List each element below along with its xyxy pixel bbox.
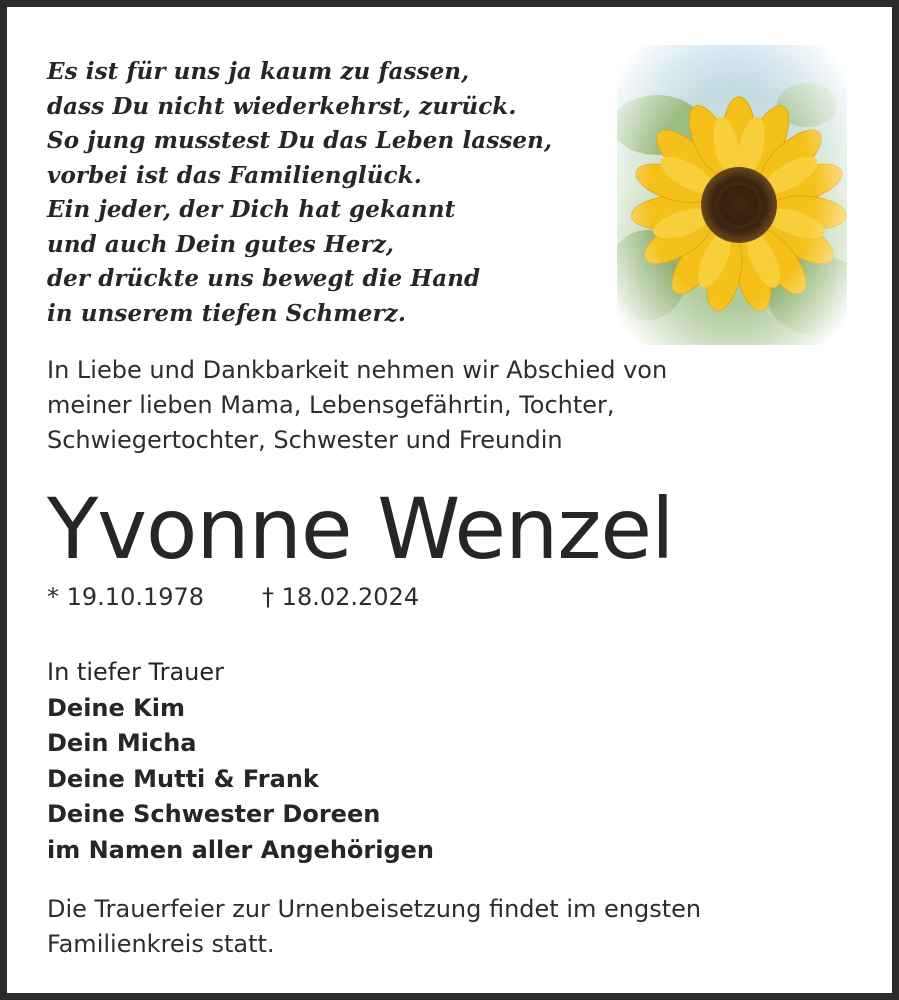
mourner-name: Deine Kim — [47, 693, 185, 722]
mourners-list — [47, 655, 434, 868]
mourner-name: Deine Mutti & Frank — [47, 764, 319, 793]
deceased-name: Yvonne Wenzel — [47, 480, 674, 578]
poem-line: vorbei ist das Familienglück. — [47, 161, 422, 189]
poem-line: in unserem tiefen Schmerz. — [47, 299, 406, 327]
poem-line: Ein jeder, der Dich hat gekannt — [47, 196, 456, 223]
intro-line: In Liebe und Dankbarkeit nehmen wir Abschied von — [47, 356, 668, 384]
mourners-heading: In tiefer Trauer — [47, 658, 225, 686]
poem-line: und auch Dein gutes Herz, — [47, 230, 395, 258]
closing-line: Die Trauerfeier zur Urnenbeisetzung findet im engsten — [47, 895, 702, 923]
poem-line: So jung musstest Du das Leben lassen, — [47, 127, 553, 154]
farewell-intro — [47, 353, 667, 458]
life-dates — [47, 579, 419, 615]
closing-line: Familienkreis statt. — [47, 930, 275, 958]
birth-date: * 19.10.1978 — [47, 583, 205, 611]
intro-line: Schwiegertochter, Schwester und Freundin — [47, 426, 563, 454]
mourner-name: im Namen aller Angehörigen — [47, 835, 435, 864]
death-date: † 18.02.2024 — [262, 583, 420, 611]
mourner-name: Deine Schwester Doreen — [47, 800, 381, 828]
poem-line: dass Du nicht wiederkehrst, zurück. — [47, 92, 517, 120]
mourner-name: Dein Micha — [47, 729, 197, 757]
intro-line: meiner lieben Mama, Lebensgefährtin, Tochter, — [47, 391, 615, 419]
poem-line: Es ist für uns ja kaum zu fassen, — [47, 58, 470, 85]
poem-line: der drückte uns bewegt die Hand — [47, 265, 481, 292]
funeral-note — [47, 892, 701, 962]
sunflower-photo — [617, 45, 847, 345]
memorial-poem — [47, 55, 552, 331]
